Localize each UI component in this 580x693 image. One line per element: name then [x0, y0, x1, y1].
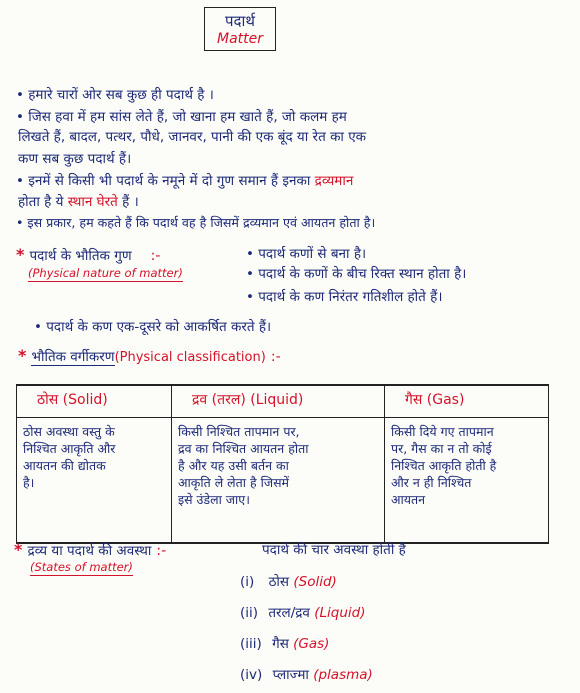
intro-line-4: कण सब कुछ पदार्थ हैं।: [18, 151, 132, 167]
nature-point-1: • पदार्थ कणों से बना है।: [246, 246, 367, 262]
intro-line-6-text: होता है ये: [18, 194, 68, 210]
star-bullet: *: [16, 245, 25, 264]
star-bullet: *: [18, 346, 27, 365]
header-gas: गैस (Gas): [385, 385, 549, 418]
states-intro: पदार्थ की चार अवस्था होती है: [262, 542, 406, 558]
classification-english: (Physical classification): [114, 350, 266, 365]
nature-point-4: • पदार्थ के कण एक-दूसरे को आकर्षित करते हैं।: [34, 319, 272, 335]
header-solid: ठोस (Solid): [17, 385, 172, 418]
highlight-occupy-space: स्थान घेरते: [67, 194, 118, 210]
intro-line-6-end: हैं ।: [117, 194, 139, 210]
nature-point-3: • पदार्थ के कण निरंतर गतिशील होते हैं।: [246, 289, 443, 305]
title-box: [204, 7, 276, 51]
intro-line-5: [16, 172, 353, 190]
title-english: Matter: [216, 31, 263, 47]
intro-line-6: [18, 193, 139, 211]
item-hindi: तरल/द्रव: [268, 605, 310, 621]
cell-gas: [385, 418, 549, 544]
item-number: (ii): [240, 605, 259, 621]
cell-line: निश्चित आकृति होती है: [391, 458, 497, 473]
item-number: (iii): [240, 636, 262, 652]
item-hindi: ठोस: [268, 574, 290, 590]
item-english: (Gas): [293, 636, 330, 652]
item-hindi: प्लाज्मा: [272, 667, 309, 683]
cell-line: निश्चित आकृति और: [23, 441, 116, 456]
cell-line: किसी निश्चित तापमान पर,: [178, 424, 300, 439]
table-row: [17, 418, 549, 544]
cell-line: और न ही निश्चित: [391, 475, 472, 490]
states-title: द्रव्य या पदार्थ की अवस्था: [27, 543, 152, 559]
cell-line: आयतन की द्योतक: [23, 458, 106, 473]
intro-line-7: • इस प्रकार, हम कहते हैं कि पदार्थ वह है जिसमें द्रव्यमान एवं आयतन होता है।: [16, 215, 376, 230]
cell-line: पर, गैस का न तो कोई: [391, 441, 492, 456]
states-english: (States of matter): [30, 560, 133, 574]
classification-colon: :-: [270, 349, 281, 365]
cell-line: इसे उंडेला जाए।: [178, 492, 250, 507]
list-item: [240, 634, 329, 652]
cell-liquid: [172, 418, 385, 544]
item-english: (plasma): [313, 667, 373, 683]
list-item: [240, 572, 337, 590]
cell-solid: [17, 418, 172, 544]
intro-line-5-text: • इनमें से किसी भी पदार्थ के नमूने में दो गुण समान हैं इनका: [16, 173, 315, 189]
intro-line-2: • जिस हवा में हम सांस लेते हैं, जो खाना हम खाते हैं, जो कलम हम: [16, 109, 347, 125]
table-header-row: [17, 385, 549, 418]
cell-line: द्रव का निश्चित आयतन होता: [178, 441, 309, 456]
title-hindi: पदार्थ: [225, 12, 255, 30]
cell-line: आकृति ले लेता है जिसमें: [178, 475, 290, 490]
highlight-mass: द्रव्यमान: [314, 173, 354, 189]
physical-nature-title: पदार्थ के भौतिक गुण: [29, 248, 132, 264]
cell-line: आयतन: [391, 492, 426, 507]
cell-line: ठोस अवस्था वस्तु के: [23, 424, 115, 439]
states-heading: [14, 540, 166, 560]
list-item: [240, 603, 366, 621]
item-hindi: गैस: [272, 636, 289, 652]
cell-line: है और यह उसी बर्तन का: [178, 458, 289, 473]
physical-nature-colon: :-: [150, 248, 161, 264]
nature-point-2: • पदार्थ के कणों के बीच रिक्त स्थान होता है।: [246, 266, 467, 282]
item-number: (i): [240, 574, 255, 590]
star-bullet: *: [14, 540, 23, 559]
cell-line: है।: [23, 475, 35, 490]
intro-line-3: लिखते हैं, बादल, पत्थर, पौधे, जानवर, पानी की एक बूंद या रेत का एक: [18, 129, 367, 145]
classification-heading: [18, 346, 281, 366]
classification-title: भौतिक वर्गीकरण: [31, 349, 115, 365]
header-liquid: द्रव (तरल) (Liquid): [172, 385, 385, 418]
intro-line-1: • हमारे चारों ओर सब कुछ ही पदार्थ है ।: [16, 87, 214, 103]
item-english: (Solid): [293, 574, 337, 590]
states-table: [16, 384, 549, 544]
cell-line: किसी दिये गए तापमान: [391, 424, 494, 439]
list-item: [240, 665, 373, 683]
physical-nature-heading: [16, 245, 160, 265]
item-number: (iv): [240, 667, 263, 683]
states-colon: :-: [156, 543, 167, 559]
item-english: (Liquid): [314, 605, 366, 621]
physical-nature-english: (Physical nature of matter): [28, 266, 183, 280]
